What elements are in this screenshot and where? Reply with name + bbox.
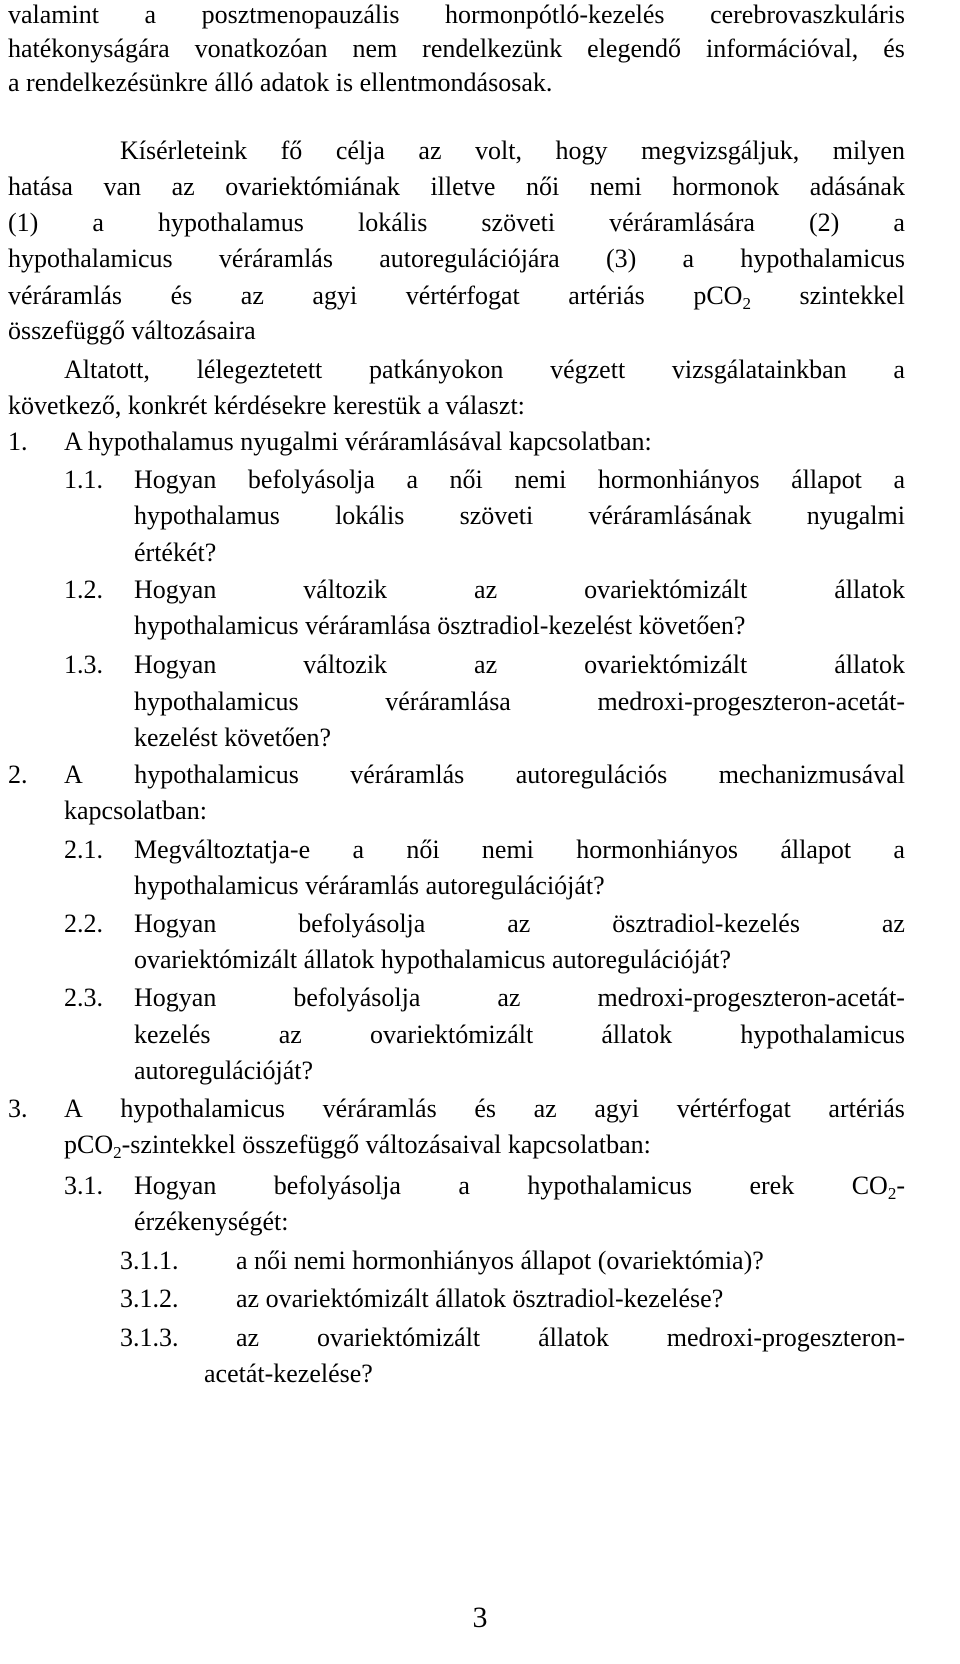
word: véráramlás — [8, 281, 123, 310]
q1-3-line-2 — [134, 683, 905, 721]
aims-line-2 — [8, 168, 905, 206]
co2-term — [852, 1167, 905, 1205]
word: a — [893, 208, 905, 237]
q1-3-number: 1.3. — [64, 650, 103, 679]
word: lélegeztetett — [196, 355, 323, 384]
q1-2-number: 1.2. — [64, 575, 103, 604]
word: hogy — [555, 136, 608, 165]
q1-text: A hypothalamus nyugalmi véráramlásával kapcsolatban: — [64, 427, 652, 456]
subscript-2: 2 — [113, 1143, 122, 1162]
word: nyugalmi — [806, 501, 905, 530]
word: állatok — [834, 575, 905, 604]
word: női — [525, 172, 560, 201]
word: megvizsgáljuk, — [641, 136, 800, 165]
q1-3-line-1 — [134, 646, 905, 684]
word: végzett — [550, 355, 626, 384]
methods-line-1 — [64, 351, 905, 389]
page-number: 3 — [472, 1601, 488, 1634]
q1-2-line-2: hypothalamicus véráramlása ösztradiol-kezelést követően? — [134, 611, 746, 640]
word: lokális — [335, 501, 405, 530]
word: medroxi-progeszteron-acetát- — [597, 687, 905, 716]
word: befolyásolja — [298, 909, 426, 938]
word: véráramlásának — [588, 501, 752, 530]
word: állatok — [601, 1020, 673, 1049]
word: hypothalamicus — [740, 244, 905, 273]
word: az — [171, 172, 195, 201]
word: a — [406, 465, 419, 494]
word: ovariektómiának — [225, 172, 400, 201]
q2-2-number: 2.2. — [64, 909, 103, 938]
subscript-2: 2 — [742, 294, 751, 313]
word: volt, — [475, 136, 522, 165]
word: az — [236, 1323, 260, 1352]
word: valamint — [8, 0, 99, 29]
word: (3) — [605, 244, 637, 273]
word: Kísérleteink — [120, 136, 248, 165]
word: Altatott, — [64, 355, 150, 384]
word: női — [449, 465, 483, 494]
word: nemi — [514, 465, 567, 494]
word: a — [92, 208, 104, 237]
q3-1-3-line-1 — [236, 1319, 905, 1357]
q2-2-line-1 — [134, 905, 905, 943]
q3-1-number: 3.1. — [64, 1171, 103, 1200]
word: lokális — [357, 208, 428, 237]
word: befolyásolja — [273, 1171, 401, 1200]
q3-1-1-number: 3.1.1. — [120, 1246, 179, 1275]
word: állatok — [538, 1323, 609, 1352]
word: cerebrovaszkuláris — [710, 0, 905, 29]
word: véráramlás — [350, 760, 465, 789]
word: véráramlás — [218, 244, 333, 273]
intro-line-3: a rendelkezésünkre álló adatok is ellentmondásosak. — [8, 68, 553, 97]
co-text: CO — [851, 1171, 888, 1200]
word: változik — [303, 575, 388, 604]
word: rendelkezünk — [422, 34, 563, 63]
word: agyi — [594, 1094, 640, 1123]
word: állapot — [780, 835, 852, 864]
word: információval, — [705, 34, 859, 63]
aims-line-6: összefüggő változásaira — [8, 316, 256, 345]
word: A — [64, 760, 83, 789]
q2-line-1 — [64, 756, 905, 794]
word: női — [406, 835, 440, 864]
word: agyi — [312, 281, 358, 310]
word: az — [497, 983, 521, 1012]
word: (1) — [8, 208, 39, 237]
word: hatása — [8, 172, 73, 201]
word: állapot — [791, 465, 862, 494]
word: medroxi-progeszteron- — [666, 1323, 905, 1352]
word: az — [240, 281, 264, 310]
word: véráramlására — [609, 208, 755, 237]
word: autoregulációjára — [379, 244, 560, 273]
word: a — [144, 0, 157, 29]
q2-number: 2. — [8, 760, 28, 789]
q1-2-line-1 — [134, 571, 905, 609]
q2-3-line-3: autoregulációját? — [134, 1056, 314, 1085]
word: az — [881, 909, 905, 938]
word: nem — [352, 34, 398, 63]
word: hypothalamicus — [527, 1171, 692, 1200]
word: hormonhiányos — [597, 465, 760, 494]
word: hypothalamicus — [120, 1094, 286, 1123]
word: a — [893, 355, 905, 384]
word: és — [883, 34, 905, 63]
word: hormonpótló-kezelés — [445, 0, 665, 29]
q3-line-1 — [64, 1090, 905, 1128]
q2-2-line-2: ovariektómizált állatok hypothalamicus autoregulációját? — [134, 945, 732, 974]
aims-line-5-end: szintekkel — [799, 281, 905, 310]
word: változik — [303, 650, 388, 679]
q3-1-line-1 — [134, 1167, 905, 1205]
methods-line-2: következő, konkrét kérdésekre kerestük a választ: — [8, 391, 525, 420]
aims-line-5 — [8, 277, 905, 315]
word: ovariektómizált — [370, 1020, 534, 1049]
word: az — [418, 136, 442, 165]
word: szöveti — [481, 208, 556, 237]
word: milyen — [832, 136, 905, 165]
word: illetve — [430, 172, 496, 201]
word: ösztradiol-kezelés — [612, 909, 800, 938]
pco2-term: pCO — [64, 1130, 114, 1159]
word: az — [533, 1094, 557, 1123]
word: vonatkozóan — [194, 34, 328, 63]
word: befolyásolja — [293, 983, 421, 1012]
word: ovariektómizált — [317, 1323, 481, 1352]
word: a — [352, 835, 365, 864]
word: az — [507, 909, 531, 938]
word: hypothalamus — [134, 501, 280, 530]
word: a — [893, 465, 905, 494]
word: vértérfogat — [676, 1094, 791, 1123]
word: medroxi-progeszteron-acetát- — [597, 983, 905, 1012]
word: kezelés — [134, 1020, 211, 1049]
word: célja — [335, 136, 385, 165]
aims-line-3 — [8, 204, 905, 242]
q3-number: 3. — [8, 1094, 28, 1123]
word: artériás — [568, 281, 645, 310]
word: befolyásolja — [247, 465, 375, 494]
word: nemi — [481, 835, 534, 864]
word: és — [170, 281, 193, 310]
word: artériás — [828, 1094, 905, 1123]
word: véráramlása — [385, 687, 511, 716]
pco2-term — [693, 277, 751, 315]
word: Hogyan — [134, 650, 217, 679]
word: ovariektómizált — [584, 650, 748, 679]
hyphen: - — [896, 1171, 905, 1200]
word: Hogyan — [134, 465, 217, 494]
subscript-2: 2 — [887, 1184, 897, 1203]
q2-3-line-1 — [134, 979, 905, 1017]
q3-1-2-number: 3.1.2. — [120, 1284, 179, 1313]
q3-1-3-number: 3.1.3. — [120, 1323, 179, 1352]
word: hormonok — [672, 172, 780, 201]
intro-line-2 — [8, 30, 905, 68]
word: hypothalamicus — [134, 760, 299, 789]
pco-text: pCO — [693, 281, 743, 310]
word: szöveti — [459, 501, 534, 530]
word: Hogyan — [134, 575, 217, 604]
q3-1-3-line-2: acetát-kezelése? — [204, 1359, 373, 1388]
word: Hogyan — [134, 983, 217, 1012]
word: és — [474, 1094, 497, 1123]
word: ovariektómizált — [584, 575, 748, 604]
word: mechanizmusával — [718, 760, 905, 789]
q1-1-number: 1.1. — [64, 465, 103, 494]
q3-line-2 — [64, 1126, 960, 1164]
q2-3-line-2 — [134, 1016, 905, 1054]
word: az — [474, 650, 498, 679]
q2-3-number: 2.3. — [64, 983, 103, 1012]
word: a — [458, 1171, 470, 1200]
word: a — [893, 835, 905, 864]
word: hormonhiányos — [576, 835, 738, 864]
q3-line-2-rest: -szintekkel összefüggő változásaival kapcsolatban: — [121, 1130, 651, 1159]
word: posztmenopauzális — [201, 0, 400, 29]
q1-1-line-2 — [134, 497, 905, 535]
word: az — [474, 575, 498, 604]
word: A — [64, 1094, 83, 1123]
word: Hogyan — [134, 1171, 217, 1200]
q1-1-line-3: értékét? — [134, 538, 217, 567]
word: (2) — [809, 208, 840, 237]
word: a — [682, 244, 695, 273]
q1-heading — [8, 423, 960, 461]
word: adásának — [809, 172, 905, 201]
q1-number: 1. — [8, 427, 28, 456]
word: az — [278, 1020, 302, 1049]
word: Hogyan — [134, 909, 217, 938]
word: állatok — [834, 650, 905, 679]
q1-3-line-3: kezelést követően? — [134, 723, 332, 752]
word: vizsgálatainkban — [671, 355, 847, 384]
q1-1-line-1 — [134, 461, 905, 499]
word: van — [103, 172, 142, 201]
q2-1-line-2: hypothalamicus véráramlás autoregulációját? — [134, 871, 605, 900]
q2-1-line-1 — [134, 831, 905, 869]
word: erek — [749, 1171, 795, 1200]
word: hatékonyságára — [8, 34, 170, 63]
word: elegendő — [587, 34, 682, 63]
word: patkányokon — [369, 355, 504, 384]
aims-line-4 — [8, 240, 905, 278]
word: nemi — [589, 172, 642, 201]
word: Megváltoztatja-e — [134, 835, 311, 864]
word: hypothalamus — [158, 208, 304, 237]
q2-line-2: kapcsolatban: — [64, 796, 207, 825]
word: hypothalamicus — [740, 1020, 905, 1049]
q3-1-1-text: a női nemi hormonhiányos állapot (ovariektómia)? — [236, 1246, 764, 1275]
word: hypothalamicus — [134, 687, 299, 716]
q2-1-number: 2.1. — [64, 835, 103, 864]
word: vértérfogat — [405, 281, 520, 310]
q3-1-line-2: érzékenységét: — [134, 1207, 289, 1236]
word: fő — [280, 136, 303, 165]
word: autoregulációs — [515, 760, 668, 789]
word: véráramlás — [322, 1094, 437, 1123]
aims-line-1 — [120, 132, 905, 170]
q3-1-2-text: az ovariektómizált állatok ösztradiol-kezelése? — [236, 1284, 724, 1313]
word: hypothalamicus — [8, 244, 173, 273]
intro-line-1 — [8, 0, 905, 34]
